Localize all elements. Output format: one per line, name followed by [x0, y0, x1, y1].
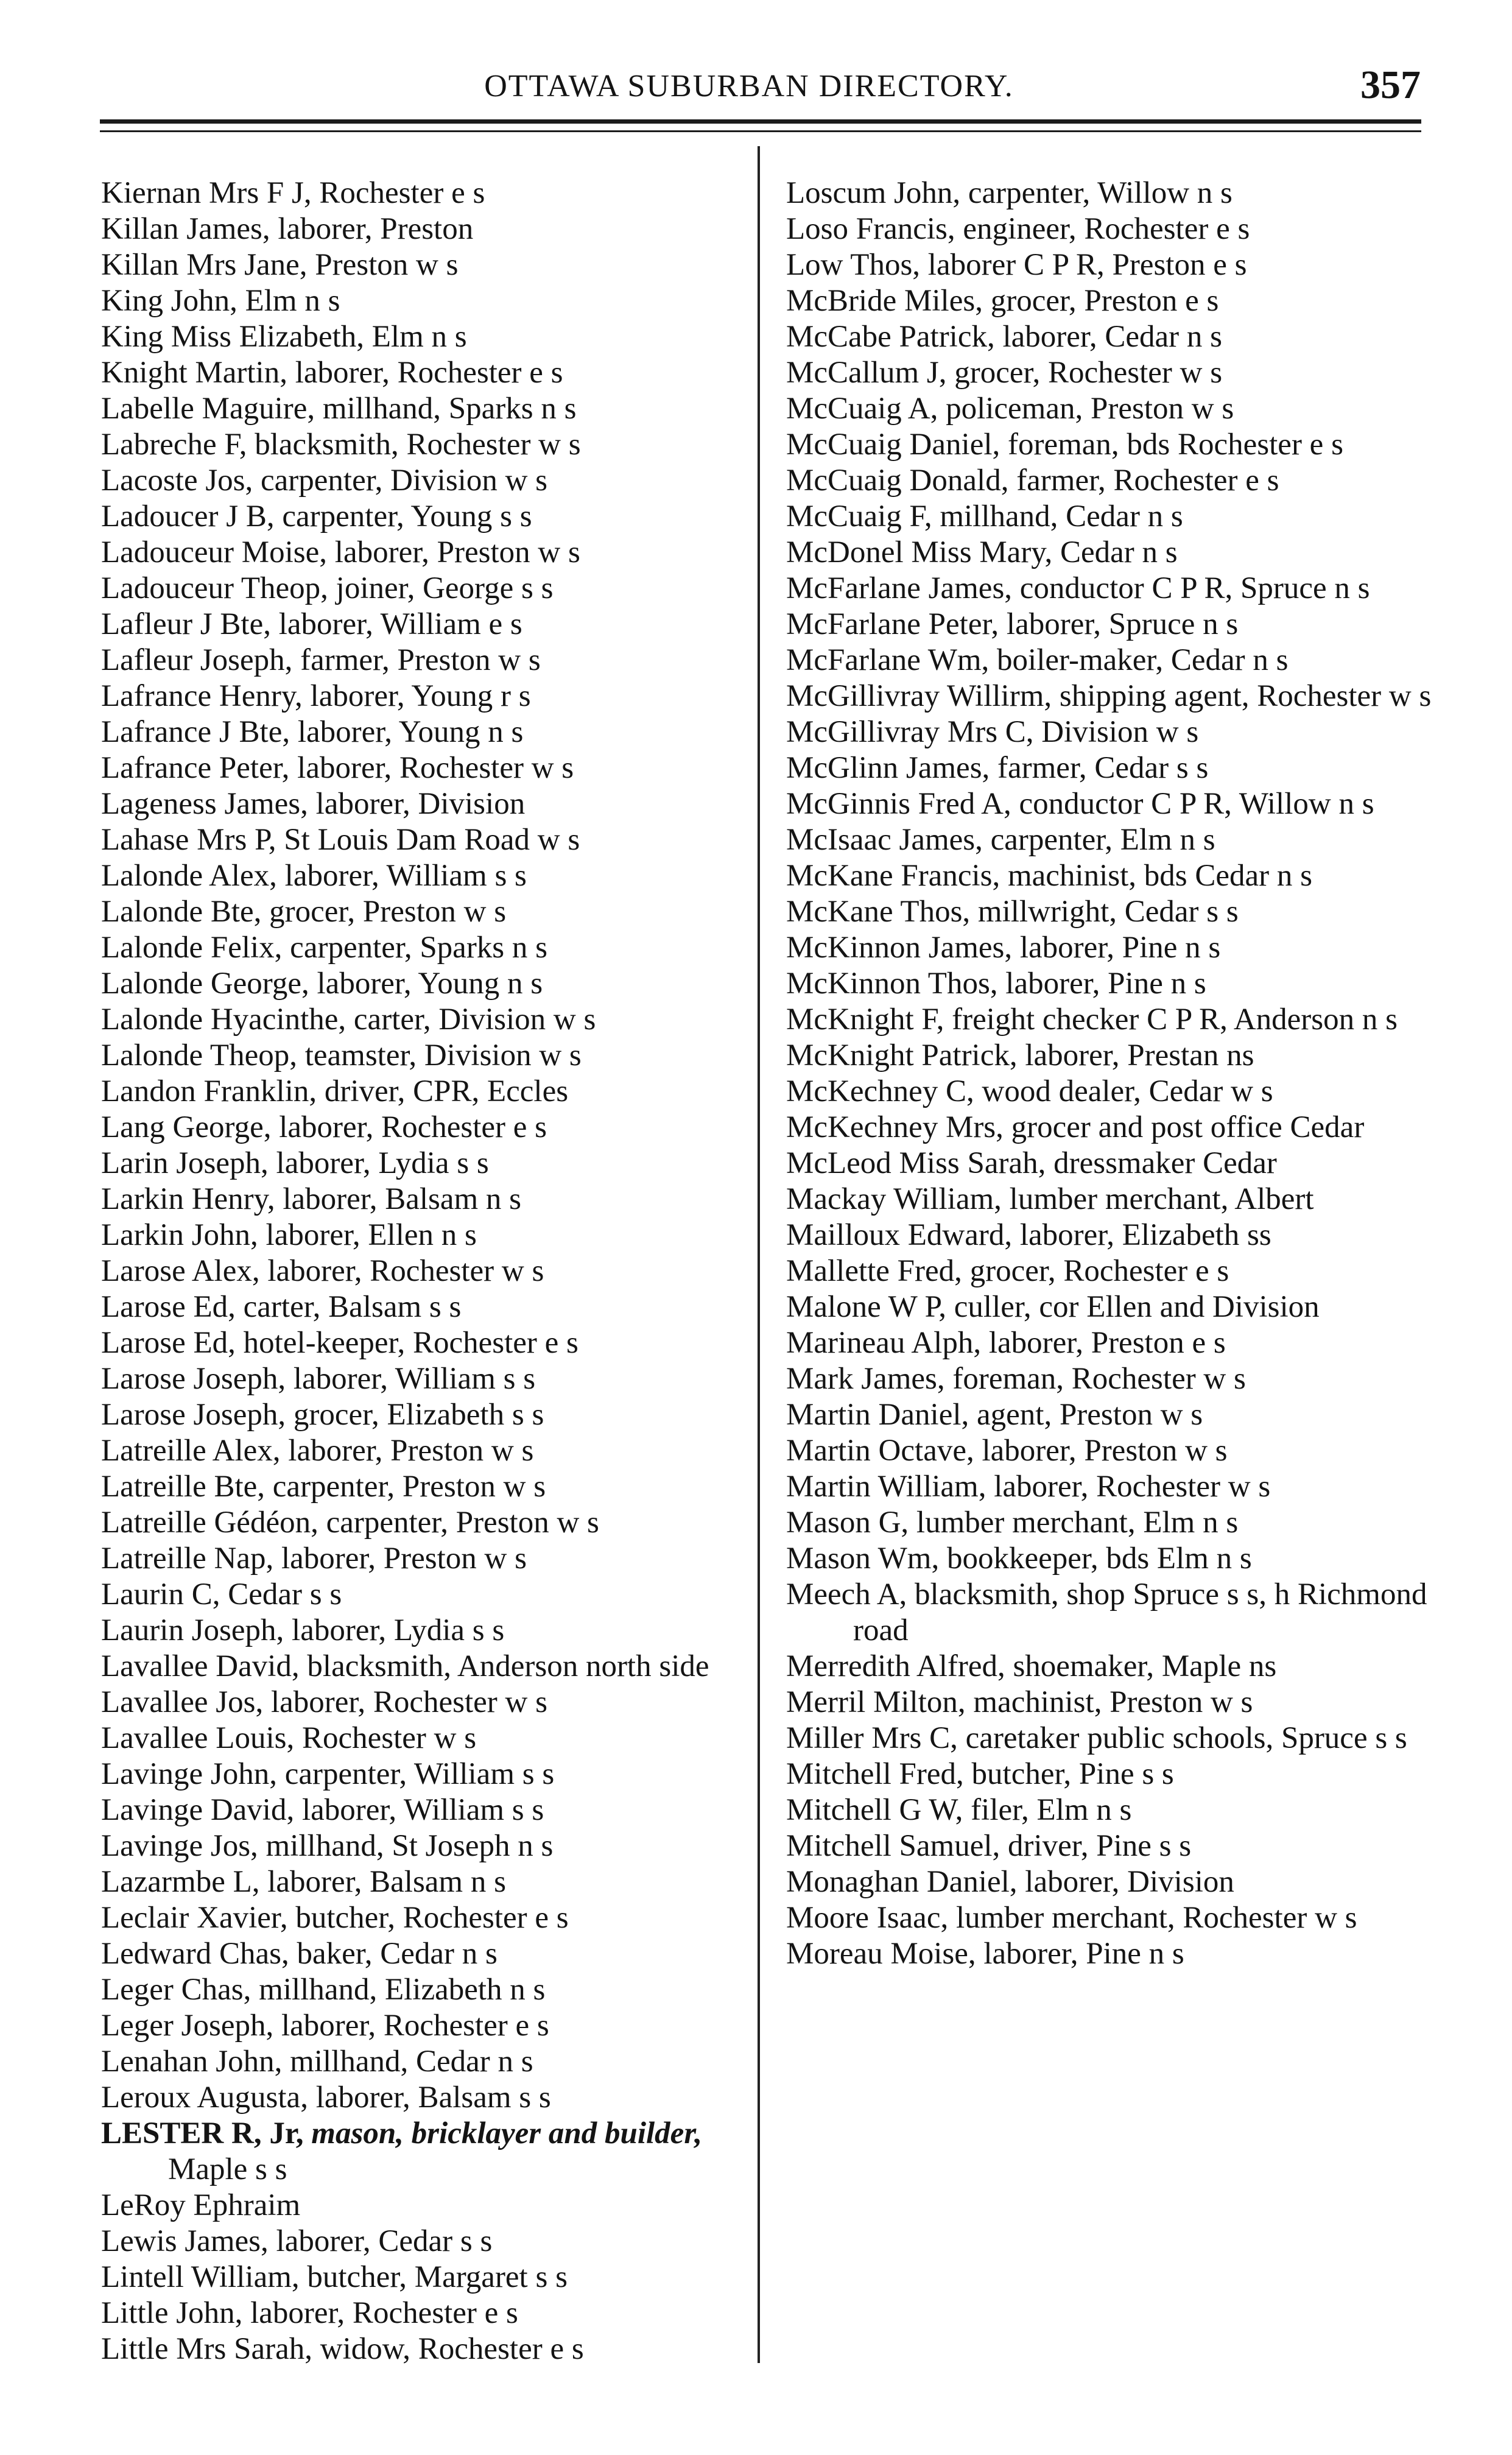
directory-entry: Larose Alex, laborer, Rochester w s [101, 1254, 544, 1288]
directory-entry: Latreille Nap, laborer, Preston w s [101, 1541, 527, 1576]
directory-entry: McKechney Mrs, grocer and post office Cedar [786, 1110, 1365, 1144]
directory-entry: McCabe Patrick, laborer, Cedar n s [786, 320, 1222, 354]
directory-entry: Latreille Alex, laborer, Preston w s [101, 1434, 534, 1468]
directory-entry: McKane Thos, millwright, Cedar s s [786, 895, 1239, 929]
page-number: 357 [1360, 63, 1421, 107]
directory-entry: Latreille Bte, carpenter, Preston w s [101, 1470, 546, 1504]
directory-entry: Monaghan Daniel, laborer, Division [786, 1865, 1234, 1899]
directory-entry: Lavinge John, carpenter, William s s [101, 1757, 555, 1791]
directory-entry: McKane Francis, machinist, bds Cedar n s [786, 859, 1312, 893]
directory-entry: Low Thos, laborer C P R, Preston e s [786, 248, 1247, 282]
directory-entry: Lalonde Theop, teamster, Division w s [101, 1038, 582, 1073]
directory-entry: Leger Chas, millhand, Elizabeth n s [101, 1973, 546, 2007]
directory-entry: Lintell William, butcher, Margaret s s [101, 2260, 568, 2294]
directory-entry: McKnight F, freight checker C P R, Anderson n s [786, 1002, 1398, 1037]
directory-entry: Lalonde George, laborer, Young n s [101, 967, 543, 1001]
directory-entry: Labreche F, blacksmith, Rochester w s [101, 428, 581, 462]
directory-entry: Larin Joseph, laborer, Lydia s s [101, 1146, 489, 1180]
directory-entry: McBride Miles, grocer, Preston e s [786, 284, 1219, 318]
directory-entry: McCuaig F, millhand, Cedar n s [786, 499, 1183, 534]
directory-entry: Martin William, laborer, Rochester w s [786, 1470, 1271, 1504]
directory-entry: Leclair Xavier, butcher, Rochester e s [101, 1901, 569, 1935]
featured-address: Maple s s [168, 2152, 287, 2186]
directory-entry: Larose Ed, carter, Balsam s s [101, 1290, 462, 1324]
directory-entry: Lalonde Bte, grocer, Preston w s [101, 895, 507, 929]
directory-entry: McDonel Miss Mary, Cedar n s [786, 535, 1178, 569]
directory-entry: McCuaig Donald, farmer, Rochester e s [786, 463, 1279, 498]
directory-entry: Loscum John, carpenter, Willow n s [786, 176, 1232, 210]
directory-entry: Landon Franklin, driver, CPR, Eccles [101, 1074, 569, 1108]
directory-entry: Mason G, lumber merchant, Elm n s [786, 1506, 1239, 1540]
directory-entry: Mitchell Samuel, driver, Pine s s [786, 1829, 1192, 1863]
directory-entry: Lavallee Jos, laborer, Rochester w s [101, 1685, 547, 1719]
directory-entry: Little Mrs Sarah, widow, Rochester e s [101, 2332, 584, 2366]
directory-entry: Labelle Maguire, millhand, Sparks n s [101, 392, 577, 426]
directory-entry: Kiernan Mrs F J, Rochester e s [101, 176, 485, 210]
directory-entry: Lafrance Peter, laborer, Rochester w s [101, 751, 574, 785]
directory-entry: Laurin Joseph, laborer, Lydia s s [101, 1613, 505, 1647]
directory-entry: Ladouceur Theop, joiner, George s s [101, 571, 554, 605]
directory-entry: Lalonde Hyacinthe, carter, Division w s [101, 1002, 596, 1037]
directory-entry: Lavallee David, blacksmith, Anderson north side [101, 1649, 709, 1683]
directory-entry: Lalonde Alex, laborer, William s s [101, 859, 527, 893]
directory-entry: Lazarmbe L, laborer, Balsam n s [101, 1865, 506, 1899]
directory-entry: Lenahan John, millhand, Cedar n s [101, 2045, 533, 2079]
directory-entry: McCuaig A, policeman, Preston w s [786, 392, 1234, 426]
directory-entry: Ledward Chas, baker, Cedar n s [101, 1937, 498, 1971]
left-column [101, 175, 747, 2367]
directory-entry: Merril Milton, machinist, Preston w s [786, 1685, 1253, 1719]
directory-entry: Lahase Mrs P, St Louis Dam Road w s [101, 823, 580, 857]
directory-entry: McKechney C, wood dealer, Cedar w s [786, 1074, 1273, 1108]
directory-entry: McCallum J, grocer, Rochester w s [786, 356, 1223, 390]
directory-entry: Merredith Alfred, shoemaker, Maple ns [786, 1649, 1277, 1683]
directory-entry: Lavinge Jos, millhand, St Joseph n s [101, 1829, 554, 1863]
directory-entry: Killan Mrs Jane, Preston w s [101, 248, 459, 282]
header-rule-thin [100, 130, 1421, 132]
directory-entry: McKinnon James, laborer, Pine n s [786, 931, 1221, 965]
running-title: OTTAWA SUBURBAN DIRECTORY. [484, 69, 1014, 104]
directory-entry: Larose Joseph, laborer, William s s [101, 1362, 536, 1396]
directory-entry: Killan James, laborer, Preston [101, 212, 474, 246]
directory-entry: Larose Joseph, grocer, Elizabeth s s [101, 1398, 544, 1432]
directory-entry: McFarlane Wm, boiler-maker, Cedar n s [786, 643, 1289, 677]
directory-entry: Lafleur J Bte, laborer, William e s [101, 607, 522, 641]
directory-entry: Mackay William, lumber merchant, Albert [786, 1182, 1314, 1216]
directory-entry: Martin Daniel, agent, Preston w s [786, 1398, 1203, 1432]
directory-entry: Malone W P, culler, cor Ellen and Division [786, 1290, 1320, 1324]
directory-entry: McGillivray Mrs C, Division w s [786, 715, 1199, 749]
directory-entry: McKinnon Thos, laborer, Pine n s [786, 967, 1206, 1001]
featured-occupation: mason, bricklayer and builder, [311, 2116, 703, 2150]
column-divider [758, 146, 760, 2363]
directory-entry: Latreille Gédéon, carpenter, Preston w s [101, 1506, 599, 1540]
directory-entry: McKnight Patrick, laborer, Prestan ns [786, 1038, 1254, 1073]
directory-entry: McGillivray Willirm, shipping agent, Rochester w s [786, 679, 1432, 713]
directory-entry: Lang George, laborer, Rochester e s [101, 1110, 547, 1144]
directory-entry: Mallette Fred, grocer, Rochester e s [786, 1254, 1229, 1288]
directory-entry: Leger Joseph, laborer, Rochester e s [101, 2009, 549, 2043]
directory-entry: Leroux Augusta, laborer, Balsam s s [101, 2080, 551, 2115]
directory-entry: Loso Francis, engineer, Rochester e s [786, 212, 1250, 246]
directory-entry: Ladouceur Moise, laborer, Preston w s [101, 535, 580, 569]
directory-entry: Lageness James, laborer, Division [101, 787, 526, 821]
right-column [786, 175, 1435, 1972]
directory-entry: King Miss Elizabeth, Elm n s [101, 320, 467, 354]
directory-entry: Lewis James, laborer, Cedar s s [101, 2224, 493, 2258]
directory-entry: McFarlane James, conductor C P R, Spruce n s [786, 571, 1370, 605]
directory-entry: Lacoste Jos, carpenter, Division w s [101, 463, 548, 498]
directory-entry: Mailloux Edward, laborer, Elizabeth ss [786, 1218, 1271, 1252]
directory-entry: McGinnis Fred A, conductor C P R, Willow n s [786, 787, 1374, 821]
directory-entry: Moreau Moise, laborer, Pine n s [786, 1937, 1184, 1971]
directory-entry: Little John, laborer, Rochester e s [101, 2296, 518, 2330]
directory-entry: Lafrance J Bte, laborer, Young n s [101, 715, 524, 749]
directory-entry: Marineau Alph, laborer, Preston e s [786, 1326, 1226, 1360]
directory-entry: Lafleur Joseph, farmer, Preston w s [101, 643, 541, 677]
directory-entry: Lavinge David, laborer, William s s [101, 1793, 544, 1827]
directory-entry: Larkin John, laborer, Ellen n s [101, 1218, 477, 1252]
directory-entry: Laurin C, Cedar s s [101, 1577, 342, 1611]
directory-entry: McGlinn James, farmer, Cedar s s [786, 751, 1209, 785]
directory-entry: McLeod Miss Sarah, dressmaker Cedar [786, 1146, 1277, 1180]
directory-entry: McCuaig Daniel, foreman, bds Rochester e s [786, 428, 1343, 462]
directory-entry: Lalonde Felix, carpenter, Sparks n s [101, 931, 548, 965]
directory-entry: Meech A, blacksmith, shop Spruce s s, h Richmond road [786, 1577, 1427, 1647]
directory-entry-featured [101, 2116, 747, 2188]
directory-entry: King John, Elm n s [101, 284, 340, 318]
directory-entry: Mitchell G W, filer, Elm n s [786, 1793, 1132, 1827]
featured-name: LESTER R, Jr, [101, 2116, 304, 2150]
directory-entry: LeRoy Ephraim [101, 2188, 301, 2222]
directory-entry: Miller Mrs C, caretaker public schools, Spruce s s [786, 1721, 1407, 1755]
directory-entry: Moore Isaac, lumber merchant, Rochester w s [786, 1901, 1357, 1935]
directory-entry: Lavallee Louis, Rochester w s [101, 1721, 477, 1755]
directory-entry: Larkin Henry, laborer, Balsam n s [101, 1182, 522, 1216]
directory-entry: Lafrance Henry, laborer, Young r s [101, 679, 531, 713]
directory-entry: Mitchell Fred, butcher, Pine s s [786, 1757, 1174, 1791]
directory-entry: McFarlane Peter, laborer, Spruce n s [786, 607, 1239, 641]
directory-entry: Mason Wm, bookkeeper, bds Elm n s [786, 1541, 1252, 1576]
directory-entry: McIsaac James, carpenter, Elm n s [786, 823, 1215, 857]
directory-entry: Larose Ed, hotel-keeper, Rochester e s [101, 1326, 578, 1360]
directory-entry: Martin Octave, laborer, Preston w s [786, 1434, 1228, 1468]
directory-entry: Knight Martin, laborer, Rochester e s [101, 356, 563, 390]
directory-entry: Mark James, foreman, Rochester w s [786, 1362, 1246, 1396]
directory-entry: Ladoucer J B, carpenter, Young s s [101, 499, 532, 534]
header-rule-thick [100, 119, 1421, 124]
